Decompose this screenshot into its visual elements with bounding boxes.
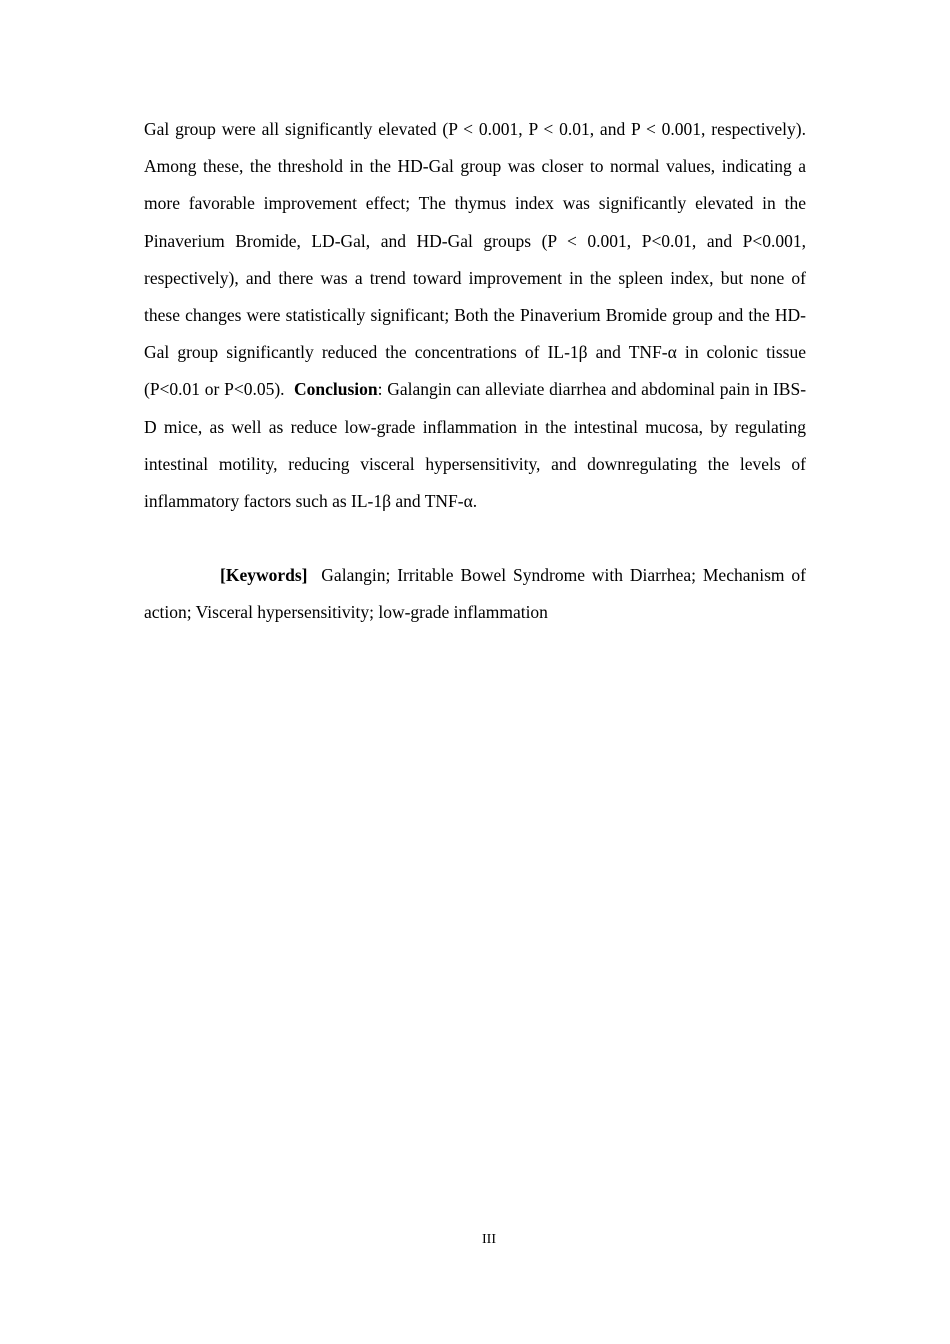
keywords-paragraph [144,557,806,631]
page-number: III [482,1232,496,1247]
conclusion-text: Galangin can alleviate diarrhea and abdominal pain in IBS-D mice, as well as reduce low-grade inflammation in the intestinal mucosa, by regulating intestinal motility, reducing visceral hypersensitivity, and downregulating the levels of inflammatory factors such as IL-1β and TNF-α. [144,379,807,512]
conclusion-label: Conclusion [294,379,378,400]
keywords-text: Galangin; Irritable Bowel Syndrome with Diarrhea; Mechanism of action; Visceral hypersensitivity; low-grade inflammation [144,565,807,623]
abstract-results-text: Gal group were all significantly elevated (P < 0.001, P < 0.01, and P < 0.001, respectively). Among these, the threshold in the HD-Gal group was closer to normal values, indicating a more favorable improvement effect; The thymus index was significantly elevated in the Pinaverium Bromide, LD-Gal, and HD-Gal groups (P < 0.001, P<0.01, and P<0.001, respectively), and there was a trend toward improvement in the spleen index, but none of these changes were statistically significant; Both the Pinaverium Bromide group and the HD-Gal group significantly reduced the concentrations of IL-1β and TNF-α in colonic tissue (P<0.01 or P<0.05). [144,119,806,400]
conclusion-colon: : [377,379,383,400]
keywords-label: [Keywords] [220,565,308,585]
abstract-paragraph [144,111,806,520]
